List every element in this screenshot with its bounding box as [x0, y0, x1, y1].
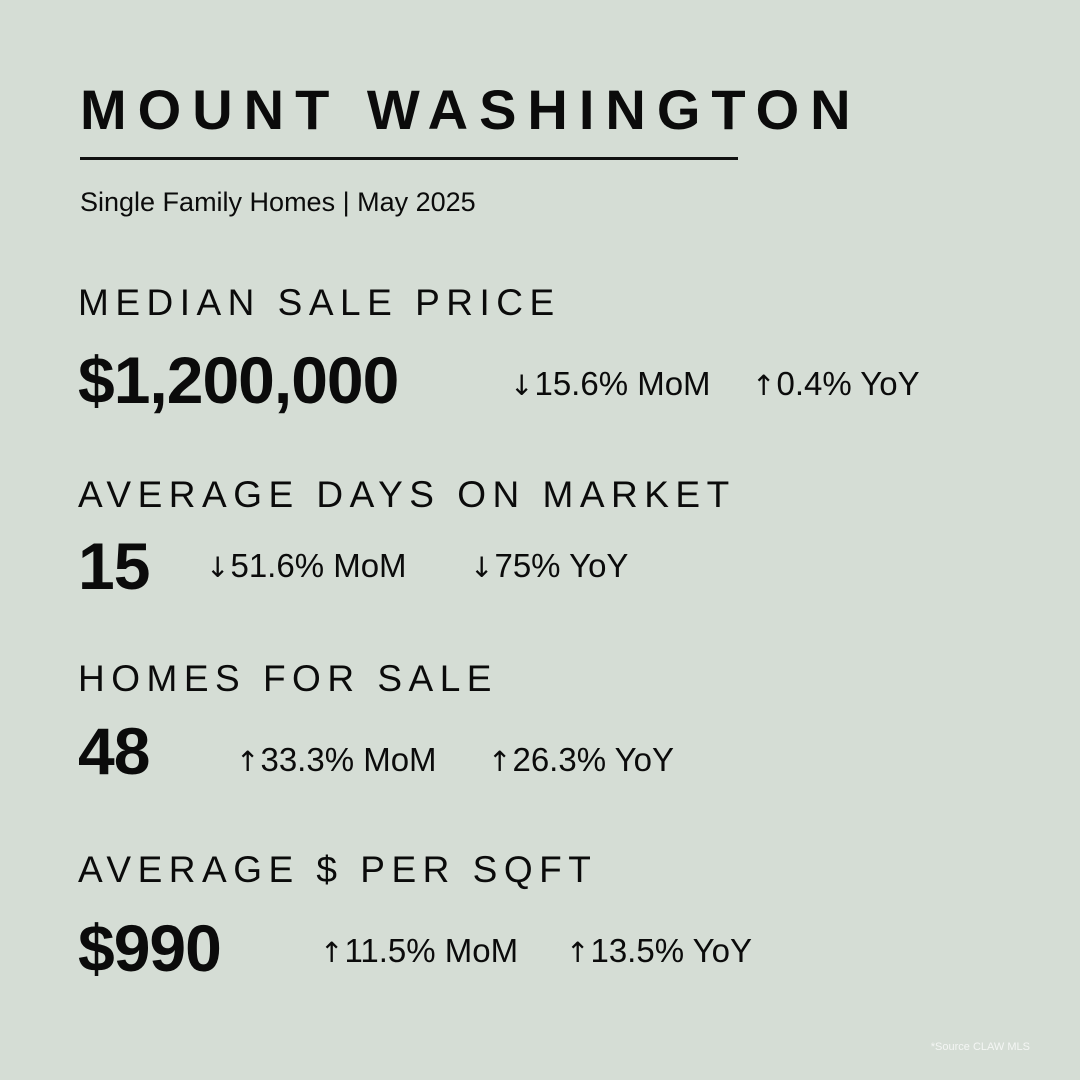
change-yoy-text: 13.5% YoY: [590, 932, 752, 969]
change-mom-homes-for-sale: [236, 740, 437, 782]
arrow-down-icon: ↓: [510, 369, 534, 402]
metric-value-median-sale-price: $1,200,000: [78, 343, 399, 417]
metric-value-homes-for-sale: 48: [78, 714, 150, 788]
arrow-up-icon: ↑: [752, 369, 776, 402]
source-note: *Source CLAW MLS: [930, 1041, 1030, 1053]
change-mom-text: 33.3% MoM: [260, 741, 437, 778]
metric-label-median-sale-price: MEDIAN SALE PRICE: [78, 282, 561, 323]
title-underline: [80, 157, 738, 160]
page-title: MOUNT WASHINGTON: [80, 78, 862, 141]
arrow-up-icon: ↑: [320, 936, 344, 969]
change-yoy-median-sale-price: [752, 364, 920, 406]
metric-value-average-days-on-market: 15: [78, 529, 150, 603]
arrow-down-icon: ↓: [206, 551, 230, 584]
change-yoy-average-days-on-market: [470, 546, 628, 588]
change-yoy-text: 75% YoY: [494, 547, 629, 584]
arrow-up-icon: ↑: [566, 936, 590, 969]
metric-label-average-price-per-sqft: AVERAGE $ PER SQFT: [78, 849, 598, 890]
change-mom-text: 11.5% MoM: [344, 932, 519, 969]
change-yoy-homes-for-sale: [488, 740, 674, 782]
change-mom-median-sale-price: [510, 364, 711, 406]
page-subtitle: Single Family Homes | May 2025: [80, 187, 476, 217]
arrow-down-icon: ↓: [470, 551, 494, 584]
metric-value-average-price-per-sqft: $990: [78, 911, 221, 985]
change-mom-text: 15.6% MoM: [534, 365, 711, 402]
change-mom-average-price-per-sqft: [320, 931, 518, 973]
change-mom-text: 51.6% MoM: [230, 547, 407, 584]
arrow-up-icon: ↑: [488, 745, 512, 778]
metric-label-average-days-on-market: AVERAGE DAYS ON MARKET: [78, 474, 736, 515]
metric-label-homes-for-sale: HOMES FOR SALE: [78, 658, 498, 699]
change-yoy-text: 0.4% YoY: [776, 365, 920, 402]
change-mom-average-days-on-market: [206, 546, 407, 588]
change-yoy-average-price-per-sqft: [566, 931, 752, 973]
arrow-up-icon: ↑: [236, 745, 260, 778]
change-yoy-text: 26.3% YoY: [512, 741, 674, 778]
